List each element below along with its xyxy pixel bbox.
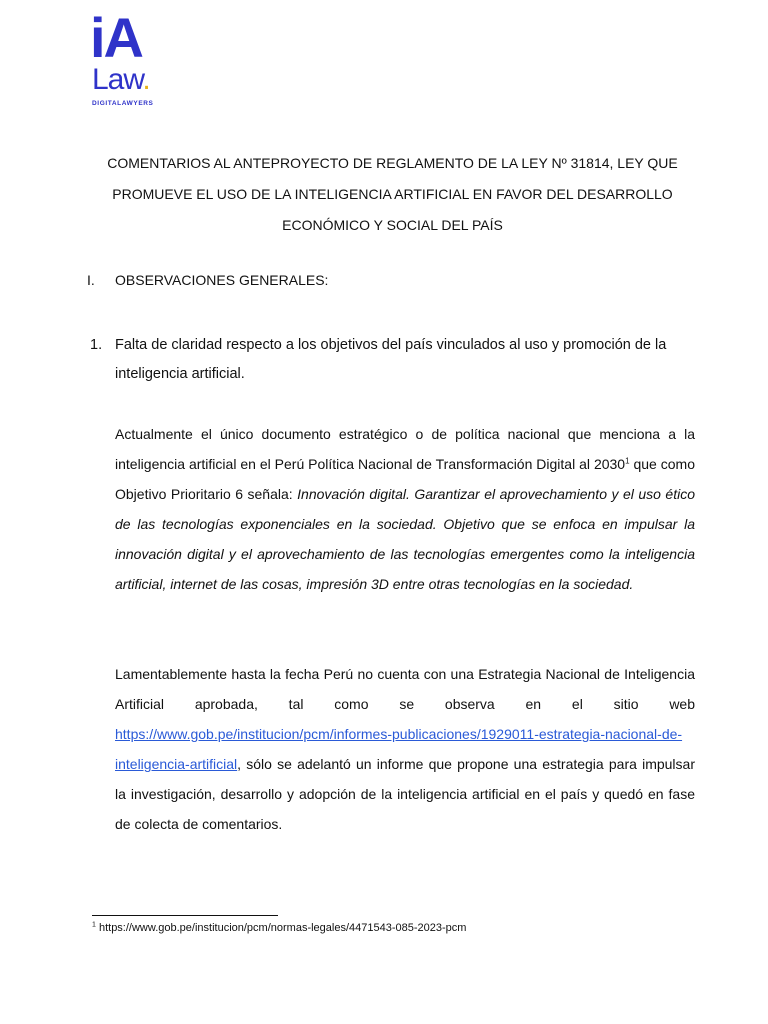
logo-tagline: DIGITALAWYERS bbox=[92, 100, 154, 107]
ia-law-logo bbox=[90, 6, 160, 107]
paragraph-1-text-a: Actualmente el único documento estratégico o de política nacional que menciona a la inteligencia artificial en el Perú Política Nacional de Transformación Digital al 2030 bbox=[115, 426, 695, 472]
paragraph-1-text-b: que como Objetivo Prioritario 6 señala: bbox=[115, 456, 696, 502]
logo-dot: . bbox=[142, 63, 150, 96]
footnote-divider bbox=[92, 915, 278, 916]
strategy-link[interactable]: https://www.gob.pe/institucion/pcm/informes-publicaciones/1929011-estrategia-nacional-de-inteligencia-artificial bbox=[115, 726, 683, 772]
item-label: Falta de claridad respecto a los objetivos del país vinculados al uso y promoción de la inteligencia artificial. bbox=[115, 337, 667, 382]
paragraph-2 bbox=[115, 659, 695, 839]
logo-law bbox=[92, 64, 150, 96]
section-heading bbox=[87, 272, 328, 288]
footnote-reference[interactable]: 1 bbox=[625, 456, 630, 466]
item-heading bbox=[90, 331, 695, 389]
footnote-number: 1 bbox=[92, 921, 96, 929]
paragraph-2-text-b: , sólo se adelantó un informe que propone una estrategia para impulsar la investigación, desarrollo y adopción de la inteligencia artificial en el país y quedó en fase de colecta de comentarios. bbox=[115, 756, 695, 832]
logo-mark: iA bbox=[90, 6, 142, 69]
document-title: COMENTARIOS AL ANTEPROYECTO DE REGLAMENTO DE LA LEY Nº 31814, LEY QUE PROMUEVE EL USO DE LA INTELIGENCIA ARTIFICIAL EN FAVOR DEL DESARROLLO ECONÓMICO Y SOCIAL DEL PAÍS bbox=[107, 155, 678, 233]
footnote-text: https://www.gob.pe/institucion/pcm/normas-legales/4471543-085-2023-pcm bbox=[95, 922, 467, 934]
item-number: 1. bbox=[90, 337, 103, 353]
paragraph-2-text-a: Lamentablemente hasta la fecha Perú no cuenta con una Estrategia Nacional de Inteligencia Artificial aprobada, tal como se observa en el sitio web bbox=[115, 666, 695, 712]
paragraph-1 bbox=[115, 419, 695, 599]
section-label: OBSERVACIONES GENERALES: bbox=[115, 272, 329, 288]
footnote bbox=[92, 922, 466, 934]
section-number: I. bbox=[87, 272, 95, 288]
logo-law-text: Law bbox=[92, 63, 143, 96]
paragraph-1-italic: Innovación digital. Garantizar el aprovechamiento y el uso ético de las tecnologías exponenciales en la sociedad. Objetivo que se enfoca en impulsar la innovación digital y el aprovechamiento de las tecnologías emergentes como la inteligencia artificial, internet de las cosas, impresión 3D entre otras tecnologías en la sociedad. bbox=[115, 486, 695, 592]
